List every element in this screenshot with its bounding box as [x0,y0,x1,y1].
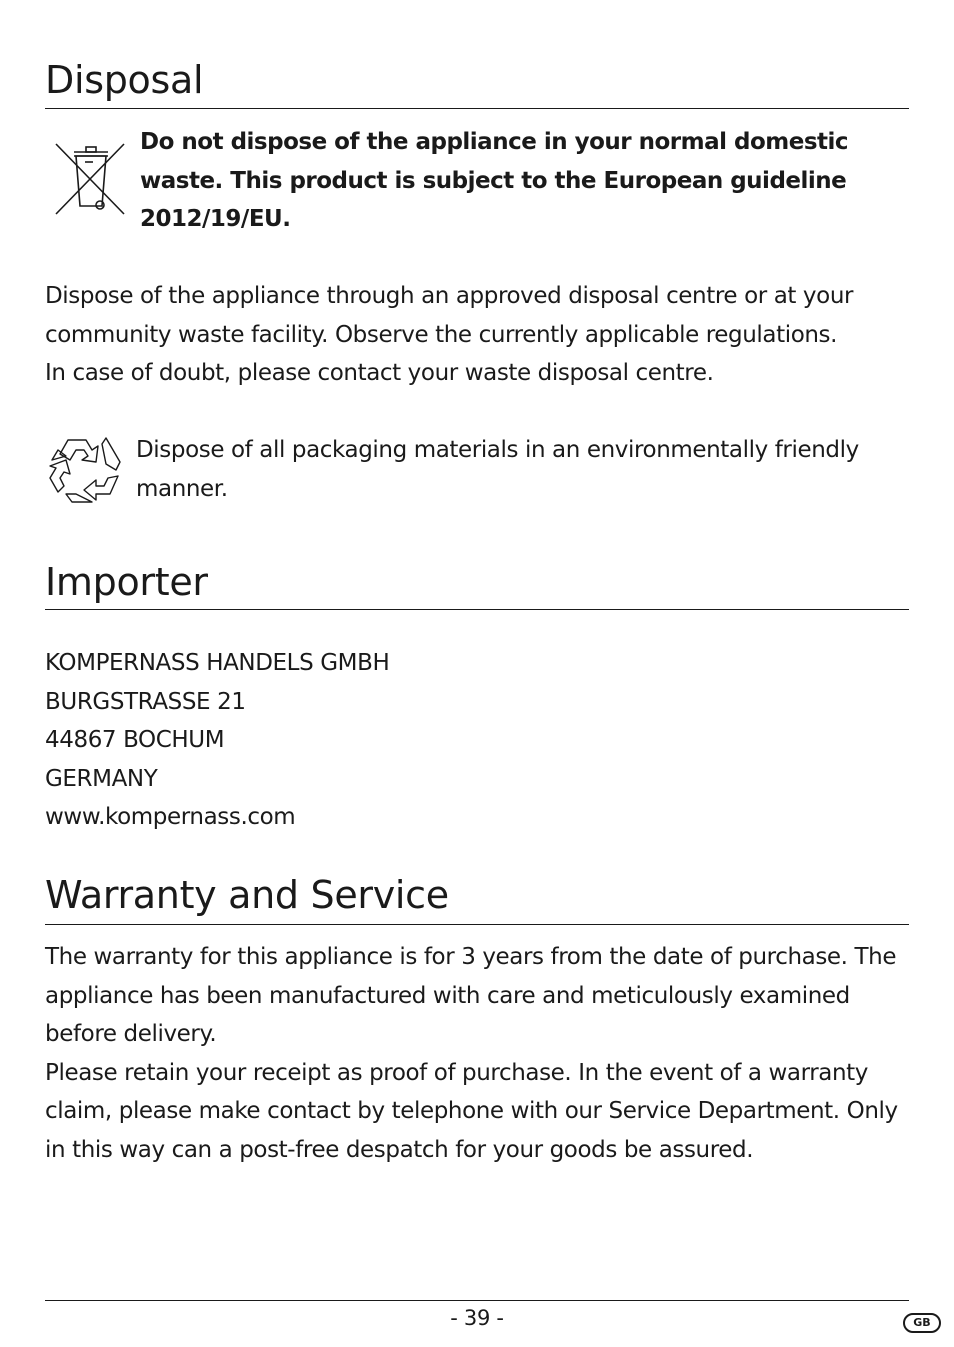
warranty-text-line: claim, please make contact by telephone with our Service Department. Only [45,1098,898,1124]
disposal-instructions-line: Dispose of the appliance through an approved disposal centre or at your [45,283,854,309]
weee-warning-line: waste. This product is subject to the European guideline [140,167,847,194]
warranty-heading-rule [45,924,909,925]
importer-address [45,644,909,837]
warranty-text-line: appliance has been manufactured with care and meticulously examined [45,982,850,1009]
importer-heading: Importer [45,560,208,604]
weee-warning [140,123,910,239]
disposal-instructions-line: community waste facility. Observe the currently applicable regulations. [45,321,838,348]
weee-warning-line: Do not dispose of the appliance in your normal domestic [140,129,849,155]
warranty-text-line: in this way can a post-free despatch for your goods be assured. [45,1136,754,1163]
language-badge: GB [903,1313,941,1333]
importer-heading-rule [45,609,909,610]
address-company: KOMPERNASS HANDELS GMBH [45,650,390,676]
address-website: www.kompernass.com [45,804,296,830]
weee-warning-line: 2012/19/EU. [140,206,291,232]
warranty-text-line: before delivery. [45,1021,217,1047]
warranty-text-line: Please retain your receipt as proof of purchase. In the event of a warranty [45,1059,868,1086]
page-number: - 39 - [450,1306,504,1330]
disposal-instructions-line: In case of doubt, please contact your waste disposal centre. [45,360,714,386]
disposal-heading-rule [45,108,909,109]
warranty-heading: Warranty and Service [45,873,449,917]
warranty-text-line: The warranty for this appliance is for 3 years from the date of purchase. The [45,944,897,970]
recycling-arrows-icon [46,434,124,506]
disposal-instructions [45,277,909,393]
address-city: 44867 BOCHUM [45,727,225,753]
packaging-disposal-line: Dispose of all packaging materials in an environmentally friendly [136,437,859,463]
crossed-out-wheelie-bin-icon [52,138,128,218]
warranty-text [45,938,909,1169]
address-country: GERMANY [45,765,158,792]
address-street: BURGSTRASSE 21 [45,688,246,715]
packaging-disposal-text [136,431,910,508]
footer-rule [45,1300,909,1301]
disposal-heading: Disposal [45,58,204,102]
packaging-disposal-line: manner. [136,475,228,502]
